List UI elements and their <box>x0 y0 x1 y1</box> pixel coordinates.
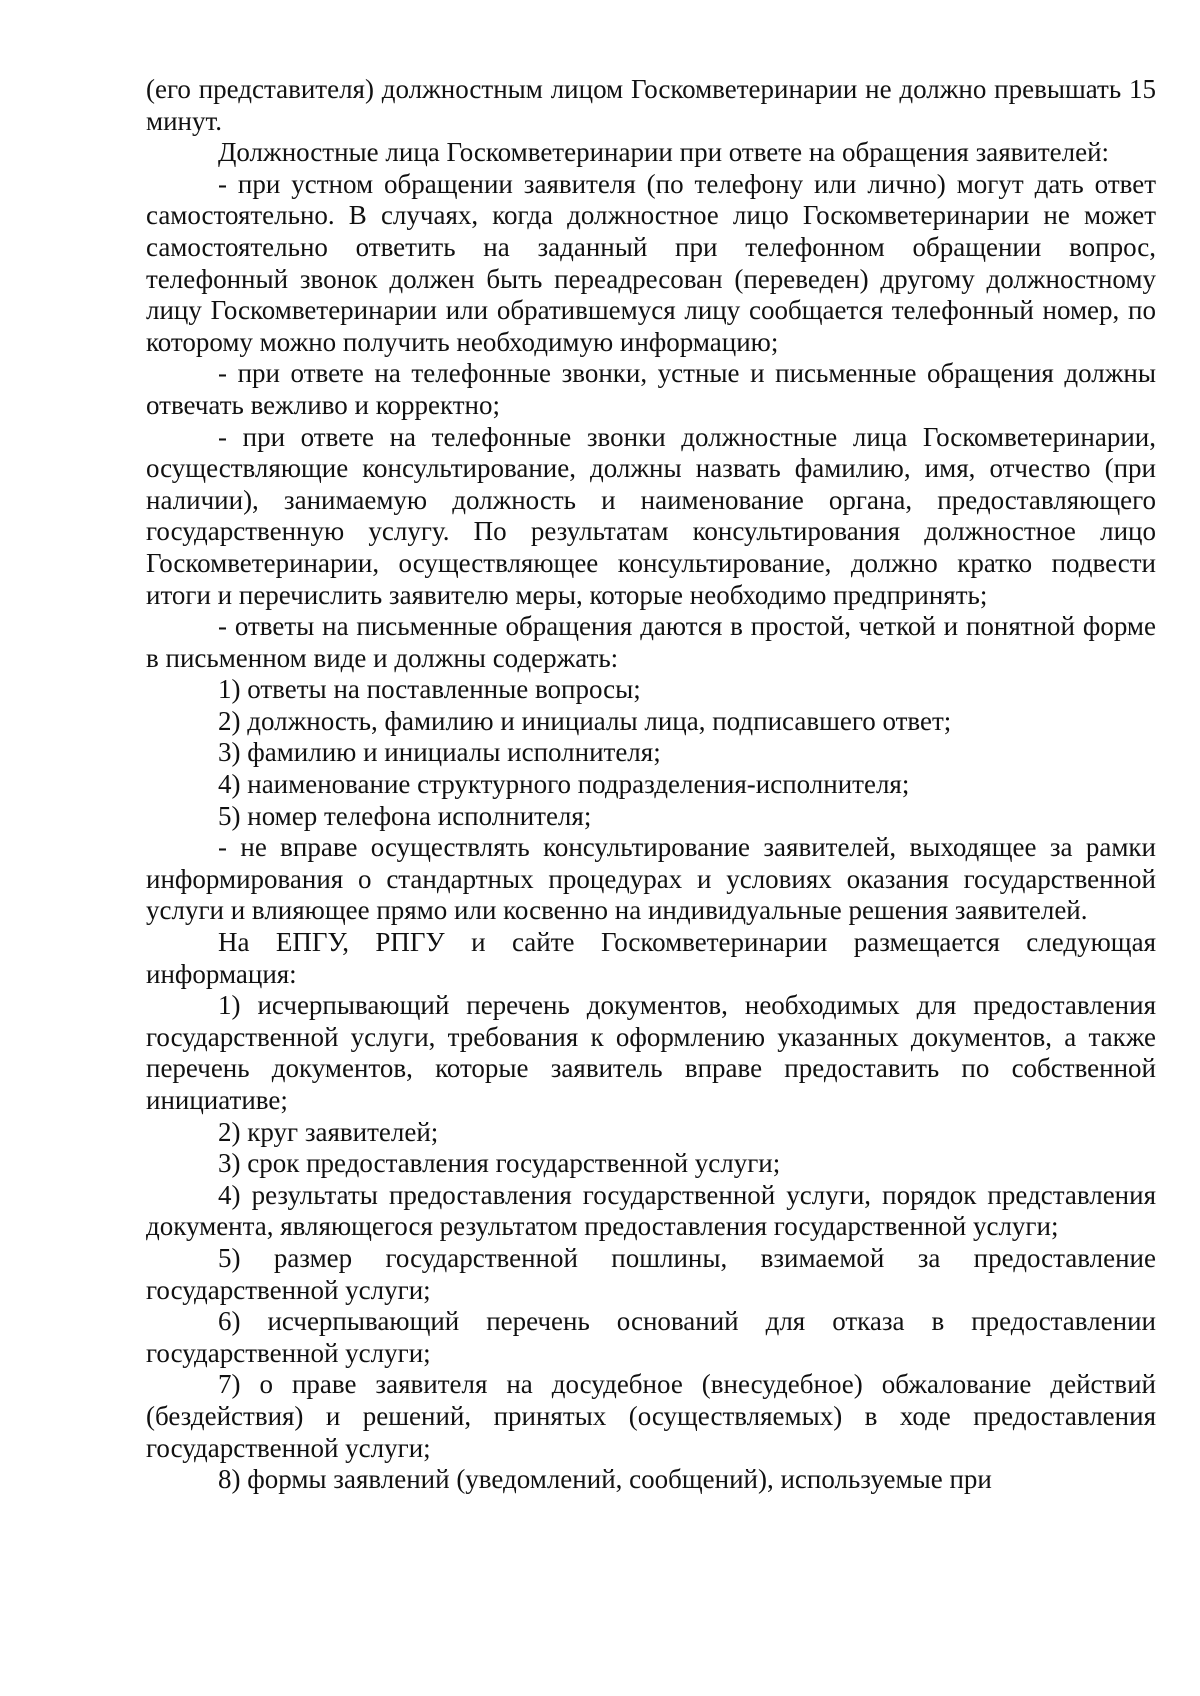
list-item: 8) формы заявлений (уведомлений, сообщений), используемые при <box>218 1464 992 1495</box>
list-item: 4) наименование структурного подразделения-исполнителя; <box>218 769 910 800</box>
list-item: 6) исчерпывающий перечень оснований для отказа в предоставлении государственной услуги; <box>146 1306 1156 1368</box>
list-item: 7) о праве заявителя на досудебное (внесудебное) обжалование действий (бездействия) и решений, принятых (осуществляемых) в ходе предоставления государственной услуги; <box>146 1369 1156 1463</box>
paragraph-2: Должностные лица Госкомветеринарии при ответе на обращения заявителей: <box>218 137 1110 168</box>
list-item: 1) исчерпывающий перечень документов, необходимых для предоставления государственной услуги, требования к оформлению указанных документов, а также перечень документов, которые заявитель вправе предоставить по собственной инициативе; <box>146 990 1156 1115</box>
paragraph-13: На ЕПГУ, РПГУ и сайте Госкомветеринарии размещается следующая информация: <box>146 927 1156 989</box>
list-item: 4) результаты предоставления государственной услуги, порядок представления документа, являющегося результатом предоставления государственной услуги; <box>146 1179 1156 1242</box>
paragraph-6: - ответы на письменные обращения даются в простой, четкой и понятной форме в письменном виде и должны содержать: <box>146 611 1156 673</box>
paragraph-4: - при ответе на телефонные звонки, устные и письменные обращения должны отвечать вежливо и корректно; <box>146 358 1156 420</box>
document-page <box>146 74 1156 1496</box>
list-item: 1) ответы на поставленные вопросы; <box>218 674 641 705</box>
list-item: 2) круг заявителей; <box>218 1116 439 1147</box>
list-item: 2) должность, фамилию и инициалы лица, подписавшего ответ; <box>218 705 952 736</box>
list-item: 3) фамилию и инициалы исполнителя; <box>218 737 661 768</box>
paragraph-5: - при ответе на телефонные звонки должностные лица Госкомветеринарии, осуществляющие консультирование, должны назвать фамилию, имя, отчество (при наличии), занимаемую должность и наименование органа, предоставляющего государственную услугу. По результатам консультирования должностное лицо Госкомветеринарии, осуществляющее консультирование, должно кратко подвести итоги и перечислить заявителю меры, которые необходимо предпринять; <box>146 421 1156 610</box>
paragraph-3: - при устном обращении заявителя (по телефону или лично) могут дать ответ самостоятельно. В случаях, когда должностное лицо Госкомветеринарии не может самостоятельно ответить на заданный при телефонном обращении вопрос, телефонный звонок должен быть переадресован (переведен) другому должностному лицу Госкомветеринарии или обратившемуся лицу сообщается телефонный номер, по которому можно получить необходимую информацию; <box>146 168 1156 357</box>
list-item: 3) срок предоставления государственной услуги; <box>218 1148 781 1179</box>
paragraph-1: (его представителя) должностным лицом Госкомветеринарии не должно превышать 15 минут. <box>146 74 1156 136</box>
list-item: 5) размер государственной пошлины, взимаемой за предоставление государственной услуги; <box>146 1242 1156 1305</box>
paragraph-12: - не вправе осуществлять консультирование заявителей, выходящее за рамки информирования о стандартных процедурах и условиях оказания государственной услуги и влияющее прямо или косвенно на индивидуальные решения заявителей. <box>146 832 1156 926</box>
list-item: 5) номер телефона исполнителя; <box>218 800 592 831</box>
